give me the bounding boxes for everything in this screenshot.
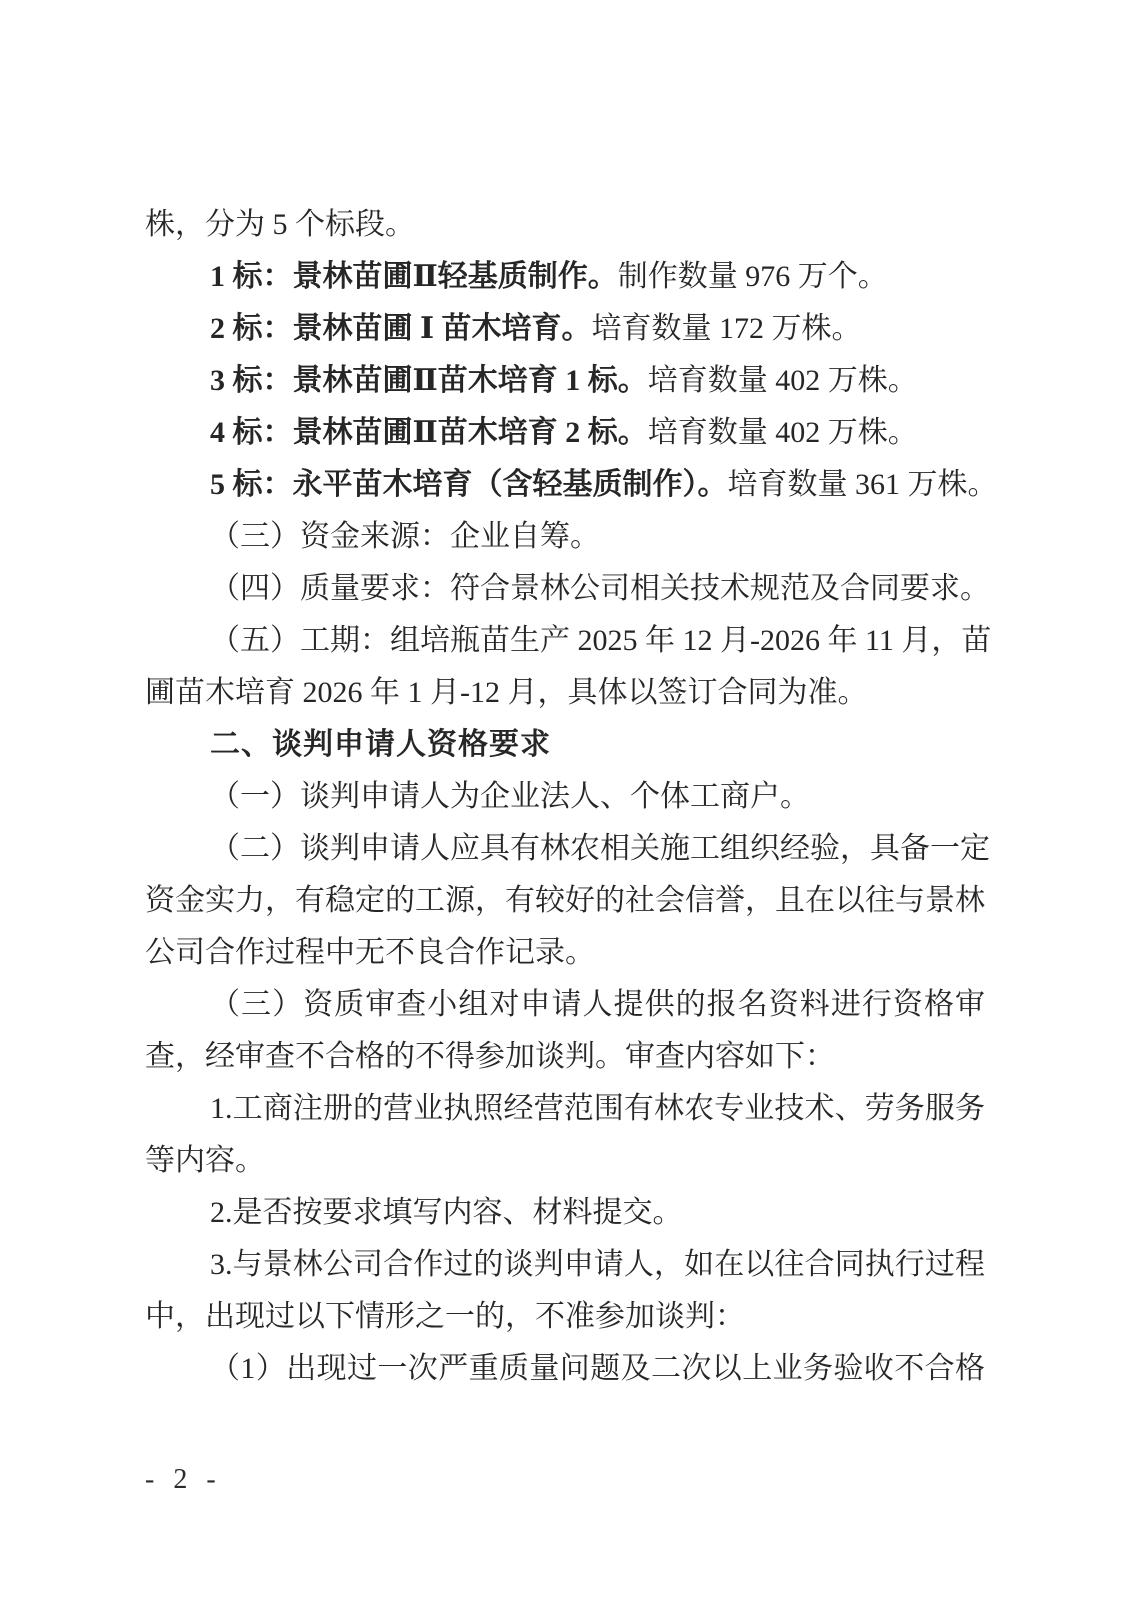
body-text: （三）资金来源：企业自筹。	[210, 520, 600, 553]
body-text: 株，分为 5 个标段。	[145, 208, 415, 241]
qualification-item-2-line-3	[145, 927, 985, 979]
review-item-3-line-2	[145, 1291, 985, 1343]
qualification-item-1-line	[145, 771, 985, 823]
section-2-heading-text: 二、谈判申请人资格要求	[210, 728, 551, 761]
qualification-item-2-line-1	[145, 823, 990, 875]
review-item-2-line	[145, 1187, 985, 1239]
bid-2-quantity: 培育数量 172 万株。	[591, 312, 862, 345]
body-text: （1）出现过一次严重质量问题及二次以上业务验收不合格	[210, 1352, 985, 1385]
bid-section-3-line	[145, 355, 985, 407]
bid-1-quantity: 制作数量 976 万个。	[617, 260, 888, 293]
body-text: （四）质量要求：符合景林公司相关技术规范及合同要求。	[210, 572, 990, 605]
qualification-item-2-line-2	[145, 875, 985, 927]
schedule-line-1	[145, 615, 992, 667]
page-number: - 2 -	[145, 1464, 222, 1495]
bid-4-quantity: 培育数量 402 万株。	[647, 416, 918, 449]
body-text: 中，出现过以下情形之一的，不准参加谈判：	[145, 1300, 745, 1333]
body-text: 1.工商注册的营业执照经营范围有林农专业技术、劳务服务	[210, 1092, 985, 1125]
bid-section-1-line	[145, 251, 985, 303]
body-text: （三）资质审查小组对申请人提供的报名资料进行资格审	[210, 988, 985, 1021]
body-text: （五）工期：组培瓶苗生产 2025 年 12 月-2026 年 11 月，苗	[210, 624, 992, 657]
bid-4-title: 4 标：景林苗圃Ⅱ苗木培育 2 标。	[210, 416, 648, 449]
review-item-1-line-2	[145, 1135, 985, 1187]
section-2-heading	[145, 719, 985, 771]
body-text: 2.是否按要求填写内容、材料提交。	[210, 1196, 683, 1229]
carryover-line-sections-count	[145, 199, 985, 251]
funding-source-line	[145, 511, 985, 563]
bid-2-title: 2 标：景林苗圃 Ⅰ 苗木培育。	[210, 312, 592, 345]
bid-3-title: 3 标：景林苗圃Ⅱ苗木培育 1 标。	[210, 364, 648, 397]
bid-5-quantity: 培育数量 361 万株。	[727, 468, 998, 501]
body-text: （二）谈判申请人应具有林农相关施工组织经验，具备一定	[210, 832, 990, 865]
body-text: 圃苗木培育 2026 年 1 月-12 月，具体以签订合同为准。	[145, 676, 868, 709]
bid-3-quantity: 培育数量 402 万株。	[647, 364, 918, 397]
body-text: 查，经审查不合格的不得参加谈判。审查内容如下：	[145, 1040, 835, 1073]
body-text: （一）谈判申请人为企业法人、个体工商户。	[210, 780, 810, 813]
body-text: 等内容。	[145, 1144, 265, 1177]
qualification-item-3-line-2	[145, 1031, 985, 1083]
qualification-item-3-line-1	[145, 979, 985, 1031]
review-item-3-line-1	[145, 1239, 985, 1291]
bid-section-4-line	[145, 407, 985, 459]
review-item-1-line-1	[145, 1083, 985, 1135]
bid-section-5-line	[145, 459, 998, 511]
document-body	[145, 199, 998, 1395]
quality-requirement-line	[145, 563, 990, 615]
disqualification-item-1-line	[145, 1343, 985, 1395]
schedule-line-2	[145, 667, 985, 719]
body-text: 资金实力，有稳定的工源，有较好的社会信誉，且在以往与景林	[145, 884, 985, 917]
bid-1-title: 1 标：景林苗圃Ⅱ轻基质制作。	[210, 260, 618, 293]
bid-section-2-line	[145, 303, 985, 355]
body-text: 公司合作过程中无不良合作记录。	[145, 936, 595, 969]
body-text: 3.与景林公司合作过的谈判申请人，如在以往合同执行过程	[210, 1248, 985, 1281]
bid-5-title: 5 标：永平苗木培育（含轻基质制作）。	[210, 468, 728, 501]
